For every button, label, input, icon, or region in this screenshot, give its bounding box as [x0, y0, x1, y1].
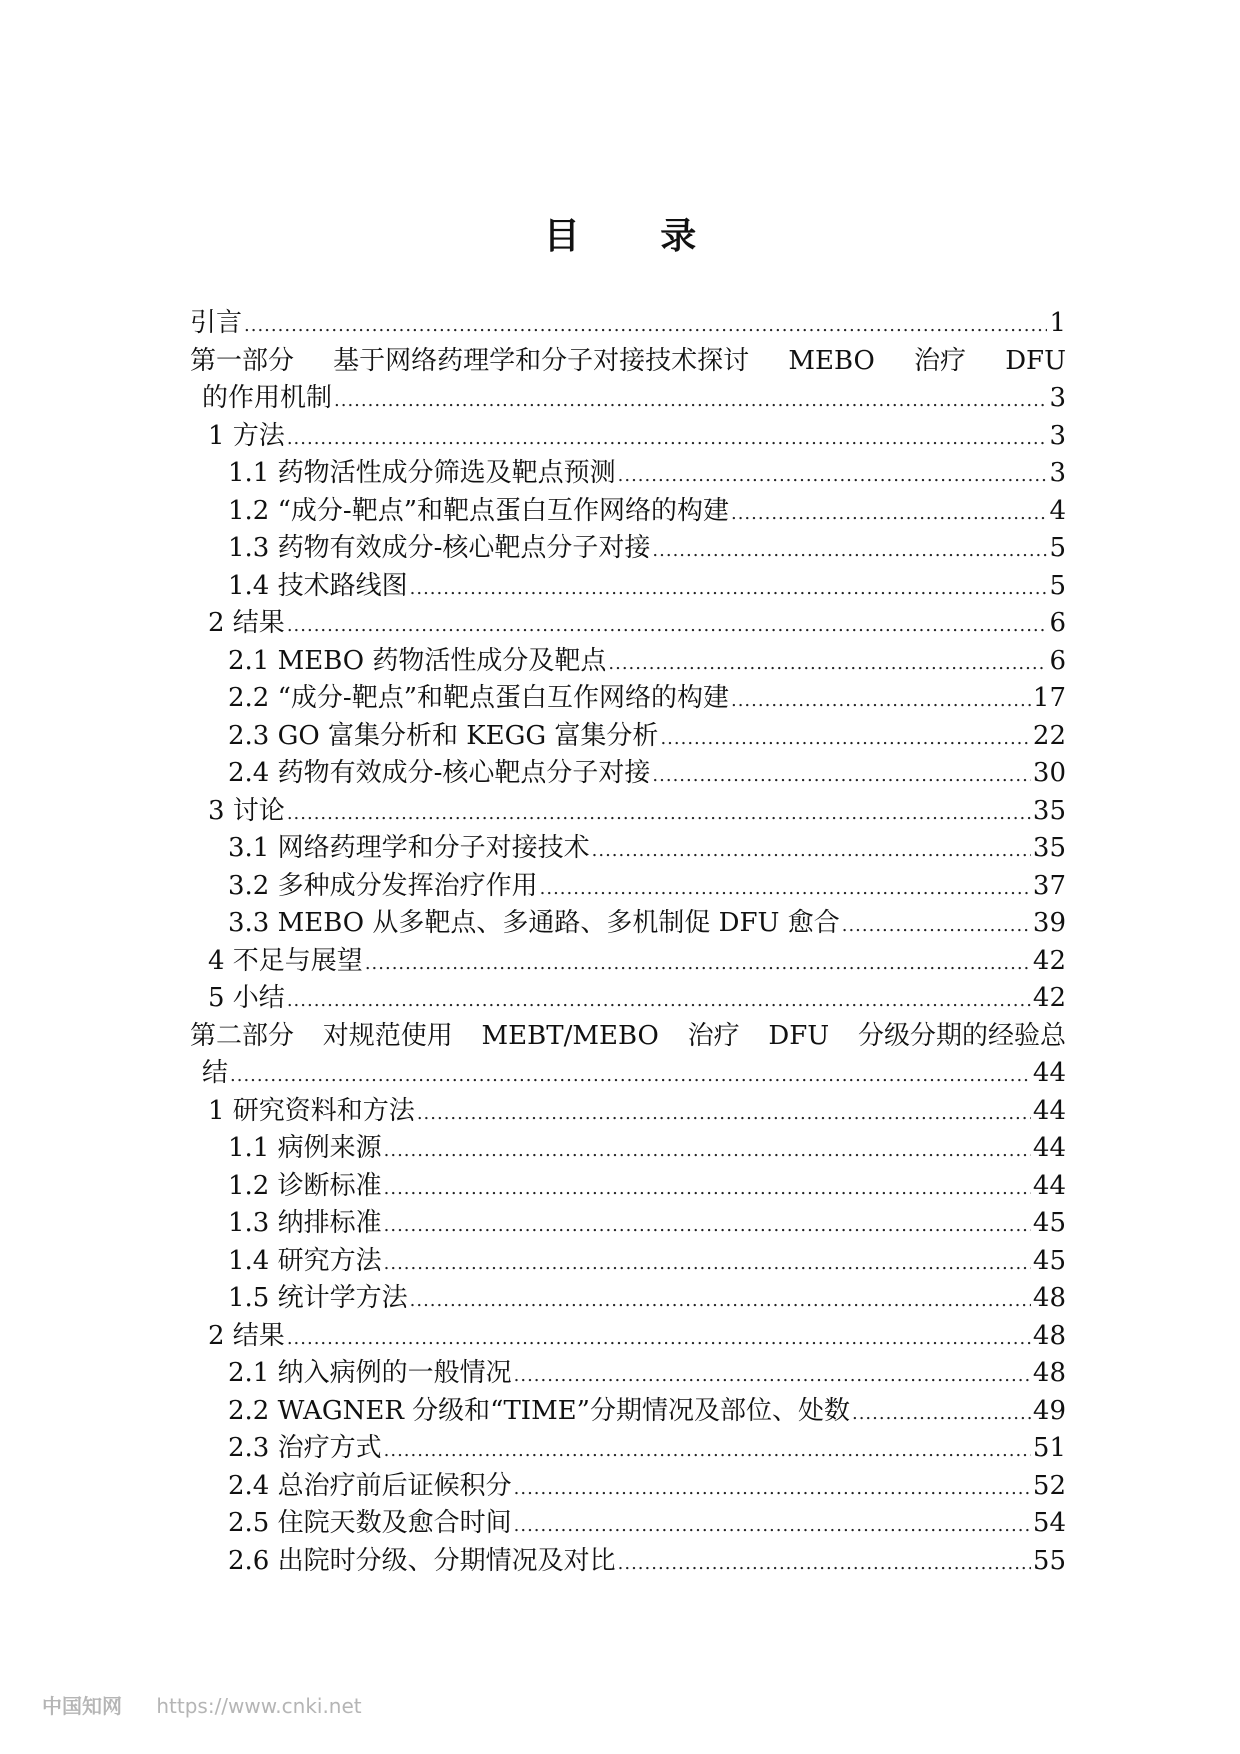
toc-entry-page: 48	[1032, 1283, 1066, 1313]
toc-entry-label: 的作用机制	[202, 383, 333, 413]
part1-word: 第一部分	[190, 345, 295, 376]
toc-entry[interactable]	[190, 1093, 1066, 1131]
toc-entry[interactable]	[190, 643, 1066, 681]
leader-dots	[365, 945, 1031, 983]
toc-entry-label: 2.4 药物有效成分-核心靶点分子对接	[228, 758, 651, 788]
toc-entry-label: 1.2 诊断标准	[228, 1170, 382, 1201]
toc-entry-page: 39	[1032, 908, 1066, 938]
watermark	[42, 1690, 362, 1719]
leader-dots	[287, 795, 1031, 833]
toc-entry-page: 5	[1049, 533, 1066, 563]
toc-entry-page: 22	[1032, 720, 1066, 751]
part2-word: 对规范使用	[322, 1020, 453, 1051]
toc-entry-label: 2 结果	[208, 608, 285, 638]
toc-entry-page: 44	[1032, 1133, 1066, 1163]
leader-dots	[287, 1320, 1031, 1358]
toc-entry-label: 引言	[190, 308, 243, 338]
toc-entry-label: 2.1 MEBO 药物活性成分及靶点	[228, 645, 607, 676]
toc-entry-label: 2.3 GO 富集分析和 KEGG 富集分析	[228, 720, 659, 751]
toc-entry[interactable]	[190, 1505, 1066, 1543]
toc-entry-page: 48	[1032, 1358, 1066, 1388]
leader-dots	[384, 1432, 1031, 1470]
leader-dots	[287, 982, 1031, 1020]
leader-dots	[618, 1545, 1031, 1583]
part2-word: DFU	[768, 1020, 830, 1051]
toc-entry-page: 54	[1032, 1508, 1066, 1538]
leader-dots	[731, 682, 1031, 720]
part2-word: 治疗	[687, 1020, 740, 1051]
cnki-url: https://www.cnki.net	[156, 1694, 362, 1718]
toc-entry-part1[interactable]	[190, 380, 1066, 418]
toc-entry-page: 37	[1032, 870, 1066, 901]
toc-entry-page: 35	[1032, 795, 1066, 826]
leader-dots	[287, 607, 1048, 645]
toc-entry-label: 3 讨论	[208, 795, 285, 826]
toc-entry-label: 4 不足与展望	[208, 945, 363, 976]
leader-dots	[410, 1282, 1031, 1320]
toc-entry[interactable]	[190, 1430, 1066, 1468]
leader-dots	[417, 1095, 1031, 1133]
toc-entry[interactable]	[190, 905, 1066, 943]
toc-entry-page: 52	[1032, 1470, 1066, 1501]
toc-entry-page: 35	[1032, 833, 1066, 863]
toc-entry-label: 2.1 纳入病例的一般情况	[228, 1358, 512, 1388]
toc-entry[interactable]	[190, 943, 1066, 981]
toc-entry[interactable]	[190, 680, 1066, 718]
toc-entry-page: 44	[1032, 1170, 1066, 1201]
toc-entry[interactable]	[190, 493, 1066, 531]
leader-dots	[244, 307, 1047, 345]
leader-dots	[852, 1395, 1031, 1433]
toc-entry-label: 1 研究资料和方法	[208, 1095, 415, 1126]
cnki-logo: 中国知网	[42, 1694, 122, 1718]
toc-entry-page: 42	[1032, 983, 1066, 1013]
toc-entry[interactable]	[190, 530, 1066, 568]
leader-dots	[608, 645, 1047, 683]
toc-entry-page: 1	[1049, 308, 1066, 338]
toc-entry-label: 5 小结	[208, 983, 285, 1013]
toc-entry[interactable]	[190, 1168, 1066, 1206]
toc-entry[interactable]	[190, 830, 1066, 868]
toc-entry[interactable]	[190, 718, 1066, 756]
leader-dots	[731, 495, 1047, 533]
toc-entry[interactable]	[190, 455, 1066, 493]
part1-entries	[190, 418, 1066, 1018]
toc-entry-label: 3.3 MEBO 从多靶点、多通路、多机制促 DFU 愈合	[228, 908, 840, 938]
toc-entry-label: 3.1 网络药理学和分子对接技术	[228, 833, 590, 863]
page-title: 目 录	[543, 216, 731, 257]
toc-entry-label: 1.4 研究方法	[228, 1245, 382, 1276]
leader-dots	[652, 757, 1031, 795]
leader-dots	[842, 907, 1031, 945]
leader-dots	[334, 382, 1047, 420]
leader-dots	[540, 870, 1031, 908]
toc-entry[interactable]	[190, 1318, 1066, 1356]
toc-entry-page: 44	[1032, 1058, 1066, 1088]
toc-entry[interactable]	[190, 568, 1066, 606]
toc-entry[interactable]	[190, 1280, 1066, 1318]
leader-dots	[384, 1245, 1031, 1283]
toc-entry-page: 44	[1032, 1095, 1066, 1126]
toc-entry-label: 1.2 “成分-靶点”和靶点蛋白互作网络的构建	[228, 495, 729, 526]
leader-dots	[384, 1170, 1031, 1208]
toc-entry-page: 4	[1049, 495, 1066, 526]
toc-entry[interactable]	[190, 1543, 1066, 1581]
part2-word: 分级分期的经验总	[857, 1020, 1066, 1051]
toc-entry-label: 结	[202, 1058, 229, 1088]
part2-word: MEBT/MEBO	[481, 1020, 659, 1051]
table-of-contents	[190, 305, 1066, 1580]
toc-entry-label: 2.3 治疗方式	[228, 1433, 382, 1463]
toc-entry-label: 1.4 技术路线图	[228, 570, 408, 601]
leader-dots	[514, 1357, 1031, 1395]
toc-entry-label: 2.2 “成分-靶点”和靶点蛋白互作网络的构建	[228, 683, 729, 713]
toc-entry-label: 2.2 WAGNER 分级和“TIME”分期情况及部位、处数	[228, 1395, 850, 1426]
toc-entry[interactable]	[190, 868, 1066, 906]
toc-entry[interactable]	[190, 1205, 1066, 1243]
toc-entry-page: 6	[1049, 608, 1066, 638]
toc-entry-page: 45	[1032, 1208, 1066, 1238]
toc-entry-page: 3	[1049, 458, 1066, 488]
leader-dots	[514, 1470, 1031, 1508]
toc-entry-label: 1.3 纳排标准	[228, 1208, 382, 1238]
toc-entry-part2[interactable]	[190, 1055, 1066, 1093]
toc-entry-page: 3	[1049, 420, 1066, 451]
toc-entry-page: 49	[1032, 1395, 1066, 1426]
leader-dots	[410, 570, 1048, 608]
toc-entry[interactable]	[190, 793, 1066, 831]
toc-entry-label: 1.1 药物活性成分筛选及靶点预测	[228, 458, 616, 488]
part1-word: 基于网络药理学和分子对接技术探讨	[333, 345, 750, 376]
toc-entry[interactable]	[190, 1130, 1066, 1168]
toc-entry-label: 2 结果	[208, 1320, 285, 1351]
part1-word: DFU	[1005, 345, 1066, 376]
leader-dots	[384, 1132, 1031, 1170]
leader-dots	[618, 457, 1048, 495]
leader-dots	[660, 720, 1030, 758]
toc-entry-page: 42	[1032, 945, 1066, 976]
leader-dots	[384, 1207, 1031, 1245]
toc-entry[interactable]	[190, 755, 1066, 793]
toc-entry-label: 1.3 药物有效成分-核心靶点分子对接	[228, 533, 651, 563]
toc-entry-page: 55	[1032, 1545, 1066, 1576]
toc-entry-label: 3.2 多种成分发挥治疗作用	[228, 870, 538, 901]
toc-entry-label: 2.4 总治疗前后证候积分	[228, 1470, 512, 1501]
toc-entry-label: 1.1 病例来源	[228, 1133, 382, 1163]
leader-dots	[652, 532, 1047, 570]
toc-entry-page: 30	[1032, 758, 1066, 788]
toc-entry[interactable]	[190, 1243, 1066, 1281]
toc-entry-intro[interactable]	[190, 305, 1066, 343]
toc-entry[interactable]	[190, 605, 1066, 643]
part2-word: 第二部分	[190, 1020, 295, 1051]
toc-entry[interactable]	[190, 1393, 1066, 1431]
toc-entry-label: 2.5 住院天数及愈合时间	[228, 1508, 512, 1538]
toc-entry-page: 48	[1032, 1320, 1066, 1351]
toc-entry-page: 5	[1049, 570, 1066, 601]
part2-entries	[190, 1093, 1066, 1581]
part1-word: 治疗	[914, 345, 967, 376]
leader-dots	[592, 832, 1031, 870]
toc-entry[interactable]	[190, 980, 1066, 1018]
toc-entry-label: 2.6 出院时分级、分期情况及对比	[228, 1545, 616, 1576]
toc-entry-label: 1 方法	[208, 420, 285, 451]
toc-entry[interactable]	[190, 1355, 1066, 1393]
toc-entry-page: 6	[1049, 645, 1066, 676]
toc-entry-part1-heading[interactable]	[190, 343, 1066, 381]
toc-entry[interactable]	[190, 418, 1066, 456]
leader-dots	[287, 420, 1048, 458]
toc-entry-page: 45	[1032, 1245, 1066, 1276]
leader-dots	[514, 1507, 1031, 1545]
toc-entry-part2-heading[interactable]	[190, 1018, 1066, 1056]
part1-word: MEBO	[788, 345, 875, 376]
toc-entry-page: 3	[1049, 383, 1066, 413]
toc-entry[interactable]	[190, 1468, 1066, 1506]
leader-dots	[230, 1057, 1031, 1095]
toc-entry-page: 17	[1032, 683, 1066, 713]
toc-entry-page: 51	[1032, 1433, 1066, 1463]
toc-entry-label: 1.5 统计学方法	[228, 1283, 408, 1313]
